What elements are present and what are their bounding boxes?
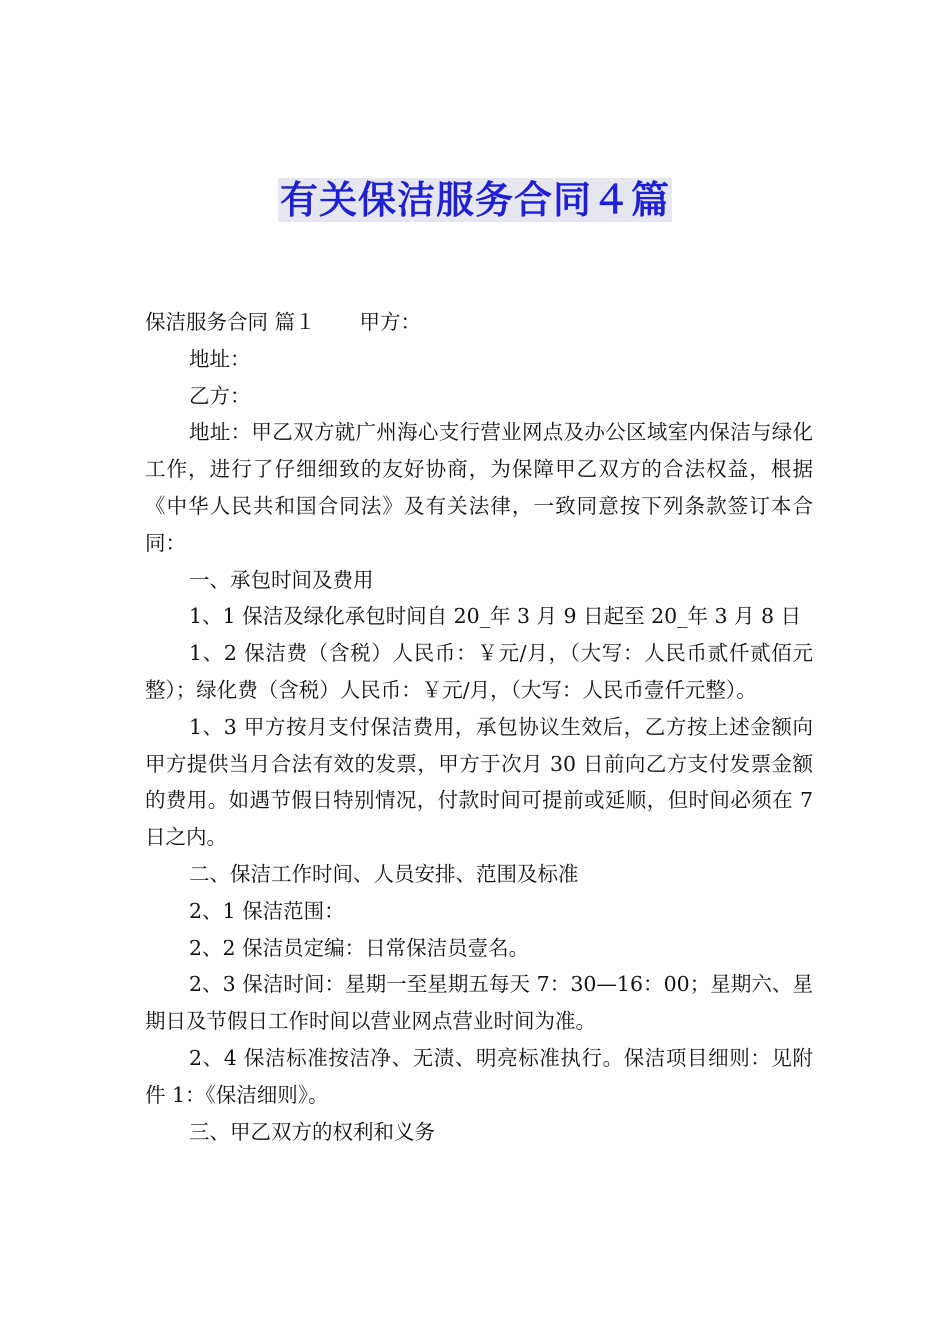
section-heading-1: 一、承包时间及费用 <box>189 567 374 592</box>
document-title: 有关保洁服务合同４篇 <box>279 178 670 222</box>
clause-1-1: 1、1 保洁及绿化承包时间自 20_年 3 月 9 日起至 20_年 3 月 8 日 <box>189 604 802 629</box>
clause-1-3: 1、3 甲方按月支付保洁费用，承包协议生效后，乙方按上述金额向甲方提供当月合法有效的发票，甲方于次月 30 日前向乙方支付发票金额的费用。如遇节假日特别情况，付款时间可提前或延顺，但时间必须在 7 日之内。 <box>145 714 813 850</box>
section-heading-3: 三、甲乙双方的权利和义务 <box>189 1119 435 1144</box>
clause-1-2: 1、2 保洁费（含税）人民币：￥元/月，（大写：人民币贰仟贰佰元整）；绿化费（含税）人民币：￥元/月，（大写：人民币壹仟元整）。 <box>145 641 813 702</box>
paragraph-address-a: 地址： <box>189 346 251 371</box>
contract-heading: 保洁服务合同 篇１ <box>145 310 316 334</box>
clause-2-1: 2、1 保洁范围： <box>189 898 345 923</box>
party-a-label: 甲方： <box>359 310 422 334</box>
contract-heading-line <box>145 304 813 341</box>
paragraph-preamble: 地址：甲乙双方就广州海心支行营业网点及办公区域室内保洁与绿化工作，进行了仔细细致的友好协商，为保障甲乙双方的合法权益，根据《中华人民共和国合同法》及有关法律，一致同意按下列条款签订本合同： <box>145 420 813 555</box>
title-container <box>0 178 950 222</box>
document-body <box>145 304 813 1150</box>
clause-2-2: 2、2 保洁员定编：日常保洁员壹名。 <box>189 935 530 960</box>
section-heading-2: 二、保洁工作时间、人员安排、范围及标准 <box>189 861 579 886</box>
clause-2-3: 2、3 保洁时间：星期一至星期五每天 7：30—16：00；星期六、星期日及节假日工作时间以营业网点营业时间为准。 <box>145 972 813 1034</box>
clause-2-4: 2、4 保洁标准按洁净、无渍、明亮标准执行。保洁项目细则：见附件 1：《保洁细则》。 <box>145 1045 813 1107</box>
paragraph-party-b: 乙方： <box>189 383 251 408</box>
